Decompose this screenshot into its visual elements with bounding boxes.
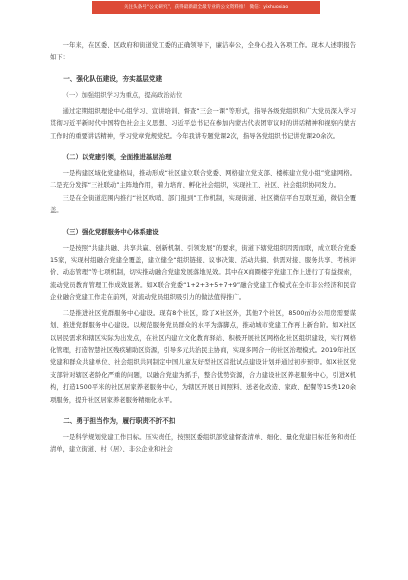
promo-banner[interactable]: 关注头条号“公文研究”，获得最新最全最专业的公文资料推！ 微信：yixhuoxiao <box>92 1 320 14</box>
subsection-2-heading: （二）以党建引领，全面推进基层治理 <box>62 153 172 162</box>
subsection-3-heading: （三）强化党群服务中心体系建设 <box>62 227 159 236</box>
subsection-3-paragraph-2: 二是推进社区党群服务中心建设。现有8个社区，除了X社区外，其他7个社区，8500㎡办公用房需要谋划、推进党群服务中心建设。以规范服务党员群众的水平为落脚点，推动城市党建工作再上新台阶。如X社区以居民需求和辖区实际为出发点，在社区内建立文化教育驿站、积极开展社区网格化社区组织建设，实行网格化管理，打造智慧社区残疾辅助区资源，引导多元共治民主协商，实现多网合一的社区治理模式。2019年社区党建和群众共建单位、社会组织共同制定中国儿童友好型社区首批试点建设计划并通过初步预审。如X社区党支部针对辖区老龄化严重的问题，以融合党建为抓手，整合优势资源，合力建设社区养老服务中心，引进X机构，打造1500平米的社区居家养老服务中心，为辖区开展日间照料、送老化改造、家政、配餐等15类120余项服务，提升社区居家养老服务精细化水平。 <box>50 309 356 404</box>
section-2-heading: 二、勇于担当作为，履行职责不折不扣 <box>63 416 176 425</box>
subsection-1-paragraph: 通过定期组织理论中心组学习、宣讲培训、督查“三会一课”等形式，指导各级党组织和广大党员深入学习贯彻习近平新时代中国特色社会主义思想、习近平总书记在参加内蒙古代表团审议时的讲话精神和视察内蒙古工作时的重要讲话精神，学习党章党规党纪。今年我讲专题党课2次，指导各党组织书记讲党课20余次。 <box>50 107 356 140</box>
subsection-2-paragraph-1: 一是构建区域化党建格局，推动形成“社区建立联合党委、网格建立党支部、楼栋建立党小组”党建网格。二是充分发挥“三社联动”主阵地作用，着力培育、孵化社会组织，实现社工、社区、社会组织协同发力。 <box>50 170 356 190</box>
intro-paragraph: 一年来，在区委、区政府和街道党工委的正确领导下，廉洁奉公，全身心投入各项工作。现本人述职报告如下： <box>50 42 356 62</box>
subsection-2-paragraph-2: 三是在全街道范围内推行“社区吹哨、部门报到”工作机制，实现街道、社区微信平台互联互通，微信全覆盖。 <box>50 194 356 215</box>
section-2-paragraph-1: 一是科学规划党建工作目标。压实责任，按照区委组织部党建督查清单、细化、量化党建目标任务和责任清单，建立街道、村（居）、非公企业和社会 <box>50 433 356 454</box>
document-body <box>50 40 356 457</box>
subsection-3-paragraph-1: 一是按照“共建共融、共享共赢、创新机制、引领发展”的要求，街道下辖党组织因需而联，成立联合党委15家，实现村组融合党建全覆盖，建立健全“组织链接、议事决策、活动共搞、供需对接、服务共享、考核评价、动态管理”等七项机制，切实推动融合党建发展落地见效。其中在X商圈楼宇党建工作上进行了有益探索，流动党员教育管理工作成效显著。如X联合党委“1+2+3+5+7+9”融合党建工作模式在全市非公经济和民营企业融合党建工作走在前列，对流动党员组织吸引力的做法值得推广。 <box>50 244 356 302</box>
subsection-1-heading: （一）加强组织学习为重点，提高政治站位 <box>62 91 183 99</box>
section-1-heading: 一、强化队伍建设，夯实基层党建 <box>63 74 163 83</box>
